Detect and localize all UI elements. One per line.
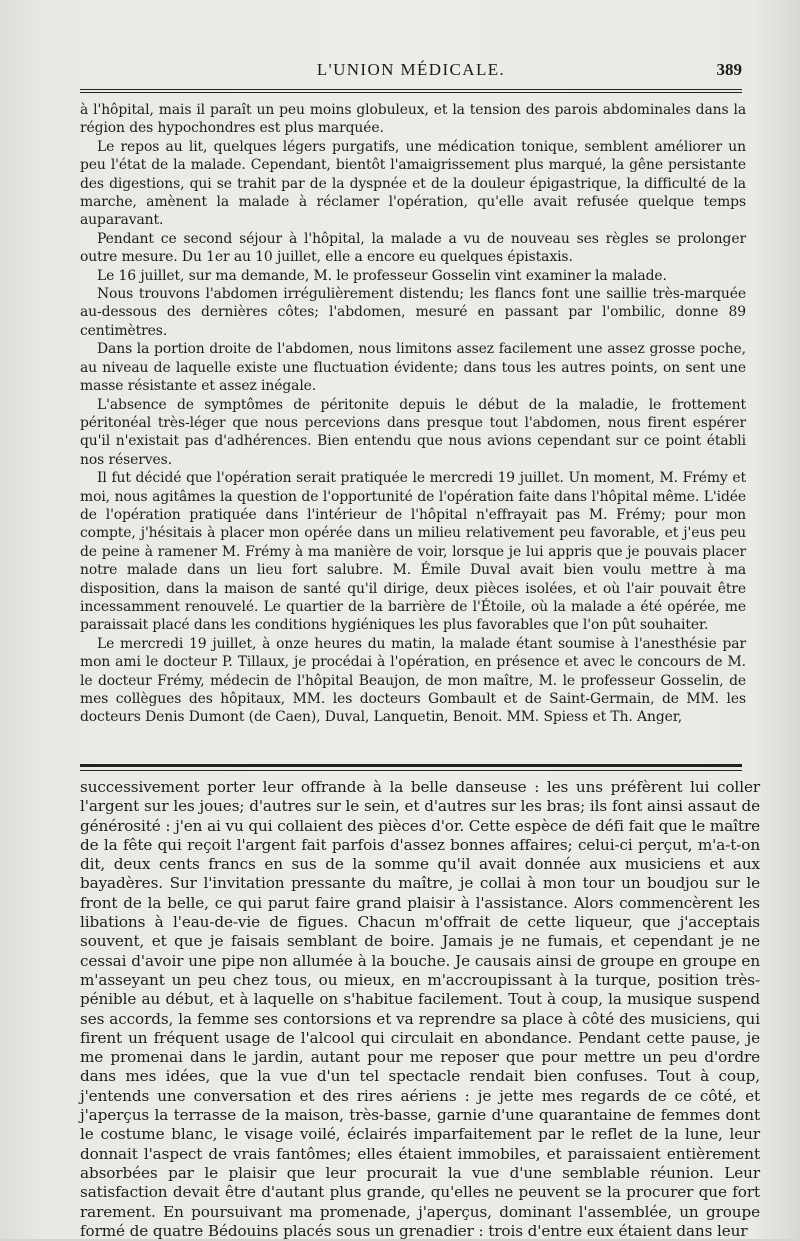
paragraph: à l'hôpital, mais il paraît un peu moins globuleux, et la tension des parois abdominales dans la région des hypochondres est plus marquée. <box>80 102 746 137</box>
paragraph: Dans la portion droite de l'abdomen, nous limitons assez facilement une assez grosse poche, au niveau de laquelle existe une fluctuation évidente; dans tous les autres points, on sent une masse résistante et assez inégale. <box>80 341 746 395</box>
page-number: 389 <box>716 60 742 79</box>
article-body <box>80 101 746 727</box>
feuilleton-rule-thin <box>80 770 742 771</box>
paragraph: Nous trouvons l'abdomen irrégulièrement distendu; les flancs font une saillie très-marquée au-dessous des dernières côtes; l'abdomen, mesuré en passant par l'ombilic, donne 89 centimètres. <box>80 286 746 339</box>
feuilleton-rule-thick <box>80 764 742 767</box>
paragraph: Le mercredi 19 juillet, à onze heures du matin, la malade étant soumise à l'anesthésie par mon ami le docteur P. Tillaux, je procédai à l'opération, en présence et avec le concours de M. le docteur Frémy, médecin de l'hôpital Beaujon, de mon maître, M. le professeur Gosselin, de mes collègues des hôpitaux, MM. les docteurs Gombault et de Saint-Germain, de MM. les docteurs Denis Dumont (de Caen), Duval, Lanquetin, Benoit. MM. Spiess et Th. Anger, <box>80 635 746 726</box>
feuilleton-paragraph: successivement porter leur offrande à la belle danseuse : les uns préfèrent lui coller l'argent sur les joues; d'autres sur le sein, et d'autres sur les bras; ils font ainsi assaut de générosité : j'en ai vu qui collaient des pièces d'or. Cette espèce de défi fait que le maître de la fête qui reçoit l'argent fait parfois d'assez bonnes affaires; celui-ci perçut, m'a-t-on dit, deux cents francs en sus de la somme qu'il avait donnée aux musiciens et aux bayadères. Sur l'invitation pressante du maître, je collai à mon tour un boudjou sur le front de la belle, ce qui parut faire grand plaisir à l'assistance. Alors commencèrent les libations à l'eau-de-vie de figues. Chacun m'offrait de cette liqueur, que j'acceptais souvent, et que je faisais semblant de boire. Jamais je ne fumais, et cependant je ne cessai d'avoir une pipe non allumée à la bouche. Je causais ainsi de groupe en groupe en m'asseyant un peu chez tous, ou mieux, en m'accroupissant à la turque, position très-pénible au début, et à laquelle on s'habitue facilement. Tout à coup, la musique suspend ses accords, la femme ses contorsions et va reprendre sa place à côté des musiciens, qui firent un fréquent usage de l'alcool qui circulait en abondance. Pendant cette pause, je me promenai dans le jardin, autant pour me reposer que pour mettre un peu d'ordre dans mes idées, que la vue d'un tel spectacle rendait bien confuses. Tout à coup, j'entends une conversation et des rires aériens : je jette mes regards de ce côté, et j'aperçus la terrasse de la maison, très-basse, garnie d'une quarantaine de femmes dont le costume blanc, le visage voilé, éclairés imparfaitement par le reflet de la lune, leur donnait l'aspect de vrais fantômes; elles étaient immobiles, et paraissaient entièrement absorbées par le plaisir que leur procurait la vue d'une semblable réunion. Leur satisfaction devait être d'autant plus grande, qu'elles ne peuvent se la procurer que fort rarement. En poursuivant ma promenade, j'aperçus, dominant l'assemblée, un groupe formé de quatre Bédouins placés sous un grenadier : trois d'entre eux étaient dans leur <box>80 778 760 1240</box>
page-header <box>80 58 742 84</box>
feuilleton-body <box>80 778 760 1241</box>
paragraph: Il fut décidé que l'opération serait pratiquée le mercredi 19 juillet. Un moment, M. Frémy et moi, nous agitâmes la question de l'opportunité de l'opération faite dans l'hôpital même. L'idée de l'opération pratiquée dans l'intérieur de l'hôpital n'effrayait pas M. Frémy; pour mon compte, j'hésitais à placer mon opérée dans un milieu relativement peu favorable, et j'eus peu de peine à ramener M. Frémy à ma manière de voir, lorsque je lui appris que je pouvais placer notre malade dans un lieu fort salubre. M. Émile Duval avait bien voulu mettre à ma disposition, dans la maison de santé qu'il dirige, deux pièces isolées, et où l'air pouvait être incessamment renouvelé. Le quartier de la barrière de l'Étoile, où la malade a été opérée, me paraissait placé dans les conditions hygiéniques les plus favorables que l'on pût souhaiter. <box>80 470 746 634</box>
paragraph: Le 16 juillet, sur ma demande, M. le professeur Gosselin vint examiner la malade. <box>97 267 667 284</box>
paragraph: Le repos au lit, quelques légers purgatifs, une médication tonique, semblent améliorer un peu l'état de la malade. Cependant, bientôt l'amaigrissement plus marqué, la gêne persistante des digestions, qui se trahit par de la dyspnée et de la douleur épigastrique, la difficulté de la marche, amènent la malade à réclamer l'opération, qu'elle avait refusée quelque temps auparavant. <box>80 138 746 229</box>
header-rule-thin-2 <box>80 92 742 93</box>
header-rule-thin <box>80 89 742 90</box>
paragraph: L'absence de symptômes de péritonite depuis le début de la maladie, le frottement péritonéal très-léger que nous percevions dans presque tout l'abdomen, nous firent espérer qu'il n'existait pas d'adhérences. Bien entendu que nous avions cependant sur ce point établi nos réserves. <box>80 396 746 468</box>
paragraph: Pendant ce second séjour à l'hôpital, la malade a vu de nouveau ses règles se prolonger outre mesure. Du 1er au 10 juillet, elle a encore eu quelques épistaxis. <box>80 230 746 266</box>
running-title: L'UNION MÉDICALE. <box>316 60 506 79</box>
